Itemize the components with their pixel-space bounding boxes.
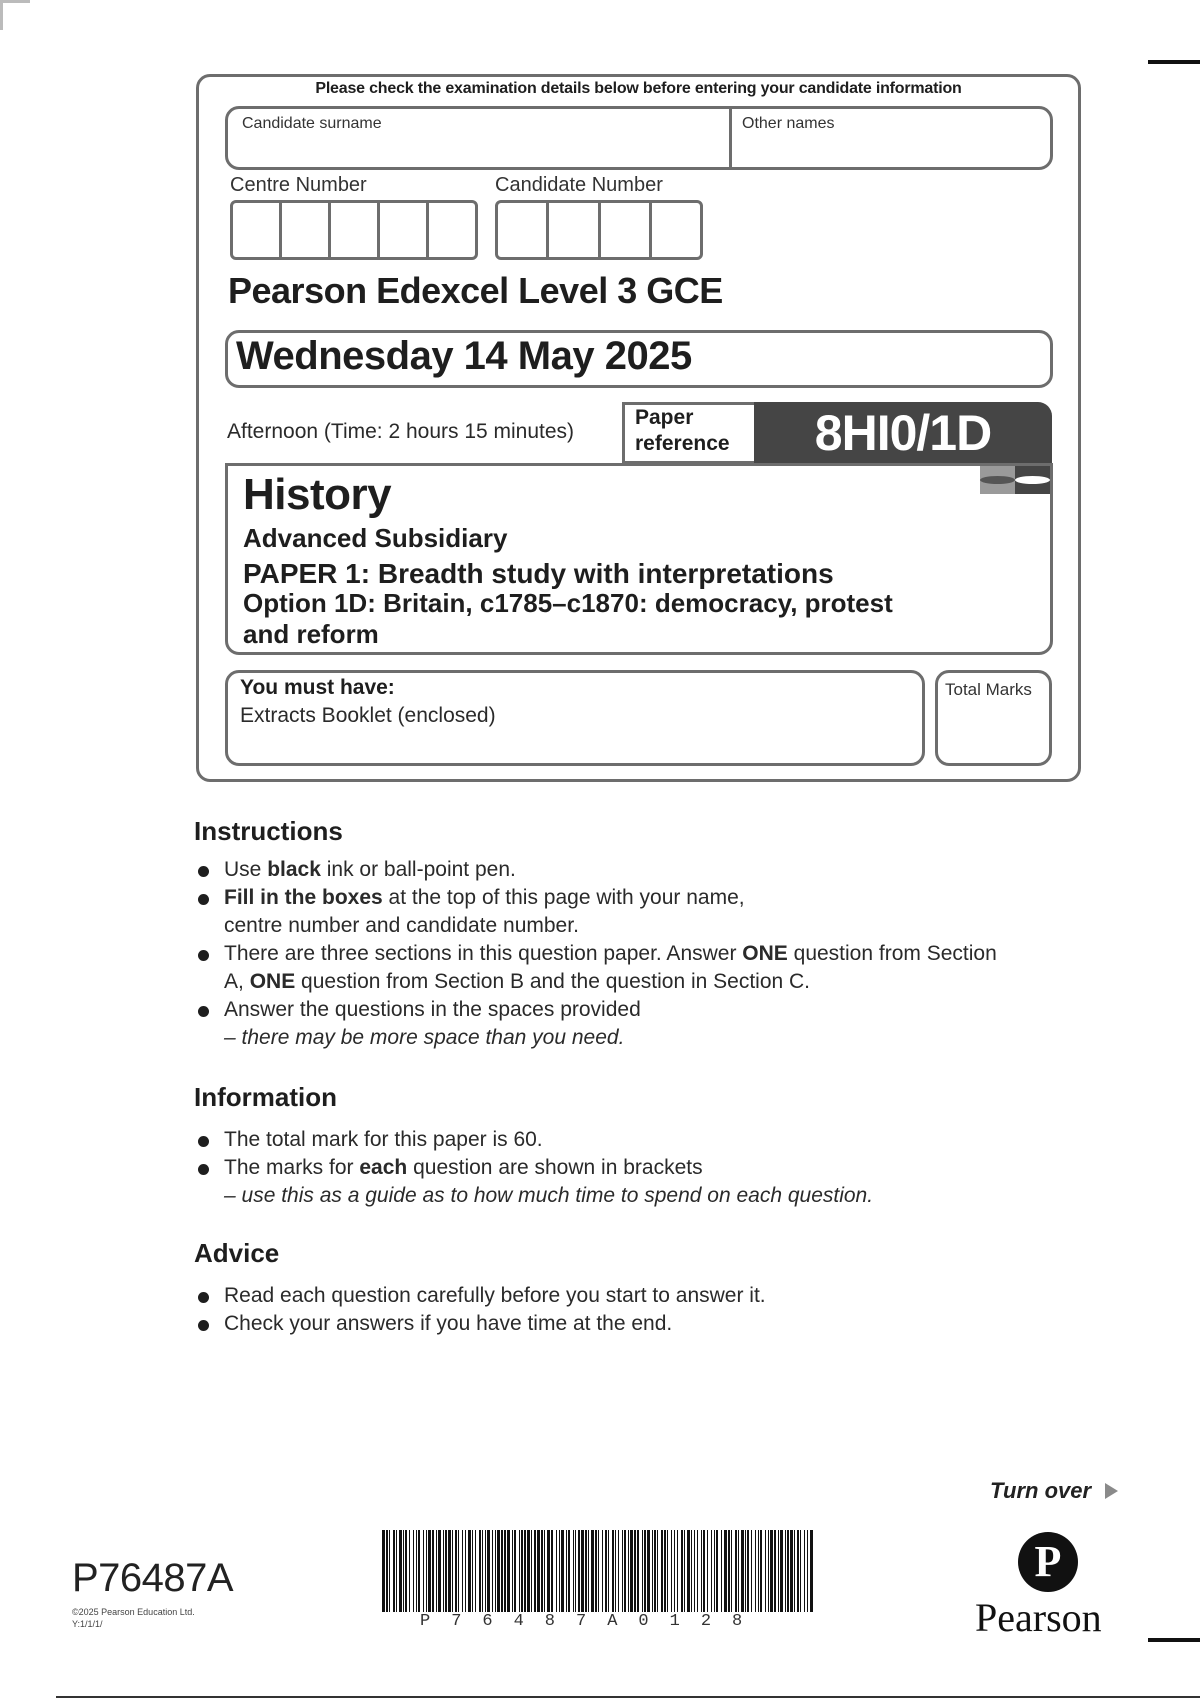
barcode-text: P76487A0128 <box>420 1612 764 1631</box>
other-names-field[interactable] <box>733 120 1048 164</box>
option-title: Option 1D: Britain, c1785–c1870: democracy, protest and reform <box>243 588 893 649</box>
centre-number-label: Centre Number <box>230 174 367 196</box>
play-arrow-icon <box>1105 1483 1118 1499</box>
paper-title: PAPER 1: Breadth study with interpretations <box>243 558 834 589</box>
other-names-label: Other names <box>742 115 835 132</box>
exam-board: Pearson Edexcel Level 3 GCE <box>228 270 723 311</box>
advice-item: Check your answers if you have time at the end. <box>194 1310 1014 1338</box>
copyright: ©2025 Pearson Education Ltd. Y:1/1/1/ <box>72 1607 195 1629</box>
must-have-title: You must have: <box>240 676 395 699</box>
candidate-number-boxes <box>495 200 703 260</box>
logo-letter: P <box>1034 1537 1062 1586</box>
candidate-digit-box[interactable] <box>652 203 700 257</box>
paper-dots <box>980 466 1050 494</box>
candidate-digit-box[interactable] <box>498 203 549 257</box>
information-item: The total mark for this paper is 60. <box>194 1126 1014 1154</box>
dot-icon <box>980 476 1015 484</box>
pearson-wordmark: Pearson <box>975 1595 1102 1640</box>
centre-digit-box[interactable] <box>282 203 331 257</box>
information-list <box>194 1126 1014 1210</box>
instruction-item: Answer the questions in the spaces provided – there may be more space than you need. <box>194 996 1014 1052</box>
candidate-digit-box[interactable] <box>601 203 652 257</box>
candidate-digit-box[interactable] <box>549 203 600 257</box>
corner-mark <box>0 0 3 30</box>
corner-mark <box>0 0 30 3</box>
information-item: The marks for each question are shown in brackets – use this as a guide as to how much time to spend on each question. <box>194 1154 1014 1210</box>
centre-digit-box[interactable] <box>331 203 380 257</box>
subject-title: History <box>243 470 392 519</box>
instruction-item: Use black ink or ball-point pen. <box>194 856 1014 884</box>
paper-reference-label: Paper <box>635 406 694 429</box>
qualification-level: Advanced Subsidiary <box>243 523 508 553</box>
total-marks-label: Total Marks <box>945 680 1032 699</box>
advice-heading: Advice <box>194 1238 280 1268</box>
dot-cell <box>1015 466 1050 494</box>
barcode <box>382 1530 817 1612</box>
must-have-item: Extracts Booklet (enclosed) <box>240 704 496 727</box>
turn-over-text: Turn over <box>990 1478 1092 1503</box>
instruction-item: Fill in the boxes at the top of this page with your name, centre number and candidate number. <box>194 884 784 940</box>
information-heading: Information <box>194 1082 337 1112</box>
centre-digit-box[interactable] <box>233 203 282 257</box>
centre-digit-box[interactable] <box>429 203 475 257</box>
paper-reference-code: 8HI0/1D <box>814 405 992 461</box>
bottom-rule <box>56 1696 1200 1698</box>
exam-date: Wednesday 14 May 2025 <box>236 334 692 378</box>
name-divider <box>729 109 732 167</box>
instruction-note: – there may be more space than you need. <box>224 1026 625 1049</box>
barcode-bar <box>810 1530 813 1612</box>
paper-code: P76487A <box>72 1556 234 1600</box>
dot-icon <box>1015 476 1050 484</box>
crop-mark <box>1148 60 1200 64</box>
instructions-heading: Instructions <box>194 816 343 846</box>
information-note: – use this as a guide as to how much time to spend on each question. <box>224 1184 874 1207</box>
dot-cell <box>980 466 1015 494</box>
crop-mark <box>1148 1638 1200 1642</box>
exam-details-note: Please check the examination details below before entering your candidate information <box>315 80 962 97</box>
paper-reference-label: reference <box>635 432 730 455</box>
instructions-list <box>194 856 1014 1052</box>
centre-digit-box[interactable] <box>380 203 429 257</box>
candidate-surname-label: Candidate surname <box>242 115 382 132</box>
centre-number-boxes <box>230 200 478 260</box>
advice-item: Read each question carefully before you start to answer it. <box>194 1282 1014 1310</box>
advice-list <box>194 1282 1014 1338</box>
exam-session: Afternoon (Time: 2 hours 15 minutes) <box>227 420 575 443</box>
candidate-number-label: Candidate Number <box>495 174 663 196</box>
paper-reference-label-box <box>622 402 754 464</box>
instruction-item: There are three sections in this question paper. Answer ONE question from Section A, ONE question from Section B and the question in Section C. <box>194 940 1004 996</box>
candidate-surname-field[interactable] <box>232 120 722 164</box>
